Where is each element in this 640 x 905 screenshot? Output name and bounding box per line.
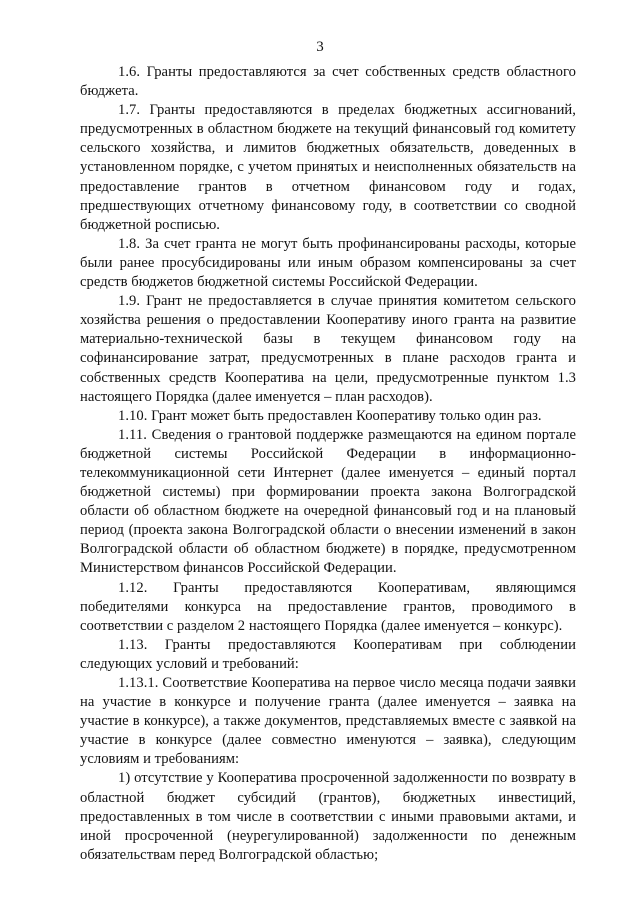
paragraph-1-9: 1.9. Грант не предоставляется в случае принятия комитетом сельского хозяйства решения о предоставлении Кооперативу иного гранта на развитие материально-технической базы в текущем финансовом году на софинансирование затрат, предусмотренных в плане расходов гранта и собственных средств Кооператива на цели, предусмотренные пунктом 1.3 настоящего Порядка (далее именуется – план расходов). — [80, 293, 576, 405]
paragraph-1-11: 1.11. Сведения о грантовой поддержке размещаются на едином портале бюджетной системы Российской Федерации в информационно-телекоммуникационной сети Интернет (далее именуется – единый портал бюджетной системы) при формировании проекта закона Волгоградской области об областном бюджете на очередной финансовый год и на плановый период (проекта закона Волгоградской области о внесении изменений в закон Волгоградской области об областном бюджете) в порядке, предусмотренном Министерством финансов Российской Федерации. — [80, 426, 576, 577]
paragraph-1-13: 1.13. Гранты предоставляются Кооперативам при соблюдении следующих условий и требований: — [80, 636, 576, 672]
paragraph-1-13-1: 1.13.1. Соответствие Кооператива на первое число месяца подачи заявки на участие в конкурсе и получение гранта (далее именуется – заявка на участие в конкурсе), а также документов, представляемых вместе с заявкой на участие в конкурсе (далее совместно именуются – заявка), следующим условиям и требованиям: — [80, 675, 576, 768]
paragraph-1-8: 1.8. За счет гранта не могут быть профинансированы расходы, которые были ранее просубсидированы или иным образом компенсированы за счет средств бюджетов бюджетной системы Российской Федерации. — [80, 235, 576, 291]
page-number: 3 — [316, 39, 324, 55]
paragraph-item-1: 1) отсутствие у Кооператива просроченной задолженности по возврату в областной бюджет субсидий (грантов), бюджетных инвестиций, предоставленных в том числе в соответствии с иными правовыми актами, и иной просроченной (неурегулированной) задолженности по денежным обязательствам перед Волгоградской областью; — [80, 770, 576, 863]
paragraph-1-7: 1.7. Гранты предоставляются в пределах бюджетных ассигнований, предусмотренных в областном бюджете на текущий финансовый год комитету сельского хозяйства, и лимитов бюджетных обязательств, доведенных в установленном порядке, с учетом принятых и неисполненных обязательств на предоставление грантов в отчетном финансовом году и годах, предшествующих отчетному финансовому году, в соответствии со сводной бюджетной росписью. — [80, 102, 576, 233]
paragraph-1-6: 1.6. Гранты предоставляются за счет собственных средств областного бюджета. — [80, 64, 576, 100]
paragraph-1-12: 1.12. Гранты предоставляются Кооперативам, являющимся победителями конкурса на предоставление грантов, проводимого в соответствии с разделом 2 настоящего Порядка (далее именуется – конкурс). — [80, 579, 576, 634]
paragraph-1-10: 1.10. Грант может быть предоставлен Кооперативу только один раз. — [118, 407, 542, 424]
document-body — [80, 63, 576, 865]
